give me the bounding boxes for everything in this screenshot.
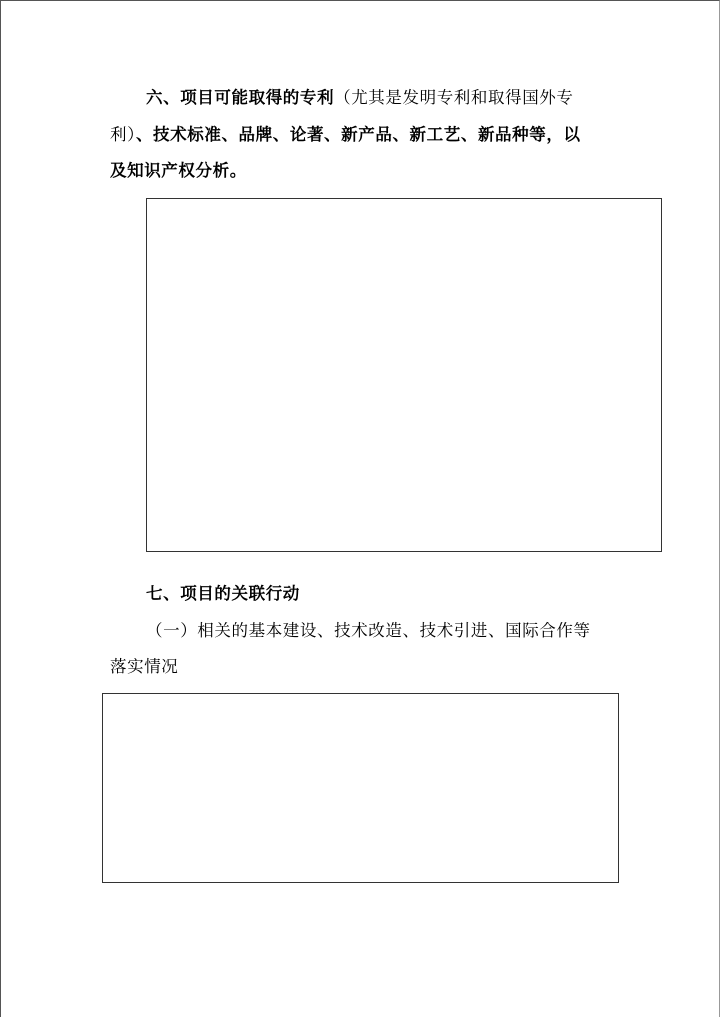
section6-line1: [146, 88, 574, 108]
section7-heading: 七、项目的关联行动: [146, 584, 300, 603]
section6-note-part2: 利）: [110, 125, 136, 144]
section6-heading: 六、项目可能取得的专利: [146, 88, 335, 107]
section7-subsection1-line2: 落实情况: [110, 657, 179, 676]
section6-line3: 及知识产权分析。: [110, 161, 247, 180]
section7-answer-box[interactable]: [102, 693, 619, 883]
section6-note-part1: （尤其是发明专利和取得国外专: [334, 88, 574, 107]
section6-line2: [110, 125, 581, 145]
section7-subsection1-line1: （一）相关的基本建设、技术改造、技术引进、国际合作等: [146, 621, 591, 640]
section6-items: 、技术标准、品牌、论著、新产品、新工艺、新品种等，以: [135, 125, 581, 144]
section6-answer-box[interactable]: [146, 198, 662, 552]
